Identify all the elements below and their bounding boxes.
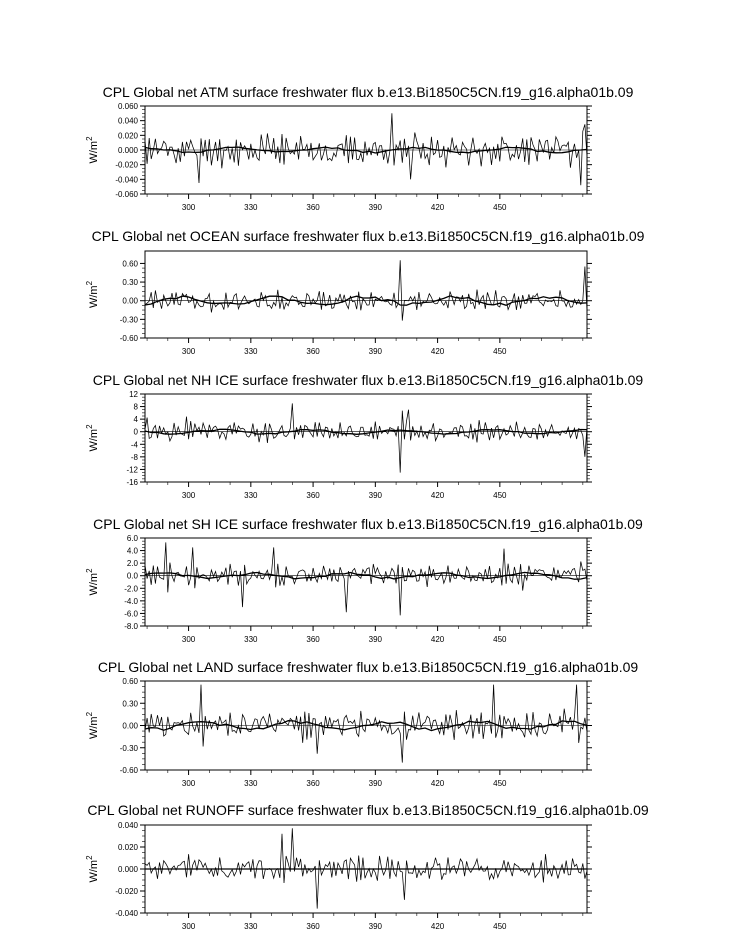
- x-tick-label: 450: [493, 922, 507, 931]
- y-tick-label: -4.0: [124, 596, 138, 606]
- x-tick-label: 390: [368, 779, 383, 788]
- x-tick-label: 360: [306, 635, 320, 644]
- x-tick-label: 300: [181, 347, 196, 356]
- x-tick-label: 300: [181, 491, 196, 500]
- y-tick-label: -6.0: [124, 609, 138, 619]
- chart-panel-3: [85, 372, 643, 500]
- y-tick-label: 0.040: [117, 821, 138, 830]
- y-tick-label: 12: [129, 390, 138, 399]
- y-tick-label: -8.0: [124, 622, 138, 631]
- x-tick-label: 330: [244, 635, 258, 644]
- x-tick-label: 360: [306, 491, 320, 500]
- x-tick-label: 330: [244, 203, 258, 212]
- y-tick-label: -8: [130, 452, 138, 462]
- x-tick-label: 360: [306, 779, 320, 788]
- x-tick-label: 420: [430, 635, 445, 644]
- x-tick-label: 390: [368, 922, 383, 931]
- x-tick-label: 330: [244, 491, 258, 500]
- y-tick-label: -0.040: [115, 909, 138, 918]
- y-tick-label: 0.040: [117, 116, 138, 126]
- x-tick-label: 420: [430, 491, 445, 500]
- y-tick-label: -0.060: [115, 190, 138, 199]
- x-tick-label: 450: [493, 347, 507, 356]
- y-tick-label: -2.0: [124, 584, 138, 594]
- chart-title: CPL Global net SH ICE surface freshwater flux b.e13.Bi1850C5CN.f19_g16.alpha01b.09: [93, 516, 643, 532]
- y-tick-label: 4: [133, 415, 138, 425]
- x-tick-label: 360: [306, 347, 320, 356]
- y-tick-label: -0.040: [115, 175, 138, 185]
- y-tick-label: 0.0: [126, 571, 138, 581]
- x-tick-label: 390: [368, 347, 383, 356]
- series-monthly-line: [145, 113, 587, 185]
- y-tick-label: -0.60: [119, 334, 138, 343]
- y-axis-label-superscript: 2: [85, 855, 94, 860]
- y-tick-label: 8: [133, 402, 138, 412]
- y-tick-label: -0.30: [119, 315, 138, 325]
- chart-title: CPL Global net ATM surface freshwater flux b.e13.Bi1850C5CN.f19_g16.alpha01b.09: [102, 84, 634, 100]
- x-tick-label: 330: [244, 779, 258, 788]
- y-tick-label: -0.60: [119, 766, 138, 775]
- x-tick-label: 420: [430, 203, 445, 212]
- series-monthly-line: [145, 403, 587, 472]
- chart-title: CPL Global net NH ICE surface freshwater flux b.e13.Bi1850C5CN.f19_g16.alpha01b.09: [92, 372, 644, 388]
- y-tick-label: 0.020: [117, 843, 138, 852]
- x-tick-label: 330: [244, 347, 258, 356]
- y-tick-label: 6.0: [126, 534, 138, 543]
- chart-panel-4: [85, 516, 643, 644]
- y-tick-label: 0.00: [122, 296, 138, 306]
- x-tick-label: 420: [430, 779, 445, 788]
- y-axis-label-superscript: 2: [85, 280, 94, 286]
- series-monthly-line: [145, 542, 587, 615]
- y-tick-label: 0.020: [117, 131, 138, 141]
- chart-panel-1: [85, 84, 634, 212]
- y-tick-label: 0: [133, 427, 138, 437]
- chart-panel-6: [85, 802, 649, 931]
- x-tick-label: 390: [368, 635, 383, 644]
- y-tick-label: 0.00: [122, 721, 138, 731]
- x-tick-label: 300: [181, 922, 196, 931]
- x-tick-label: 300: [181, 779, 196, 788]
- y-axis-label-superscript: 2: [85, 136, 94, 141]
- y-tick-label: -4: [130, 440, 138, 450]
- y-axis-label-superscript: 2: [85, 568, 94, 573]
- chart-panel-5: [85, 659, 638, 788]
- series-monthly-line: [145, 260, 587, 320]
- y-tick-label: 0.000: [117, 865, 138, 874]
- y-tick-label: 0.060: [117, 102, 138, 111]
- x-tick-label: 300: [181, 203, 196, 212]
- plot-frame: [145, 538, 587, 626]
- chart-title: CPL Global net LAND surface freshwater flux b.e13.Bi1850C5CN.f19_g16.alpha01b.09: [97, 659, 639, 675]
- x-tick-label: 360: [306, 203, 320, 212]
- y-axis-label-superscript: 2: [85, 711, 94, 717]
- y-tick-label: 4.0: [126, 546, 138, 556]
- y-tick-label: 0.30: [122, 699, 138, 709]
- x-tick-label: 390: [368, 203, 383, 212]
- y-axis-label: $W/m^2$: [85, 855, 100, 883]
- x-tick-label: 390: [368, 491, 383, 500]
- y-tick-label: 0.60: [122, 677, 138, 686]
- y-tick-label: -0.020: [115, 160, 138, 170]
- series-monthly-line: [145, 685, 587, 763]
- chart-title: CPL Global net RUNOFF surface freshwater flux b.e13.Bi1850C5CN.f19_g16.alpha01b.09: [87, 802, 649, 818]
- y-axis-label: $W/m^2$: [85, 136, 100, 164]
- plot-frame: [145, 251, 587, 338]
- chart-title: CPL Global net OCEAN surface freshwater flux b.e13.Bi1850C5CN.f19_g16.alpha01b.09: [91, 228, 645, 244]
- y-tick-label: 0.60: [122, 259, 138, 269]
- x-tick-label: 300: [181, 635, 196, 644]
- y-tick-label: 0.30: [122, 278, 138, 288]
- y-tick-label: -0.30: [119, 743, 138, 753]
- y-axis-label-superscript: 2: [85, 424, 94, 429]
- y-axis-label: $W/m^2$: [85, 280, 100, 309]
- x-tick-label: 330: [244, 922, 258, 931]
- x-tick-label: 420: [430, 347, 445, 356]
- y-axis-label: $W/m^2$: [85, 711, 100, 740]
- y-axis-label: $W/m^2$: [85, 568, 100, 596]
- x-tick-label: 450: [493, 491, 507, 500]
- y-tick-label: 2.0: [126, 559, 138, 569]
- x-tick-label: 450: [493, 779, 507, 788]
- x-tick-label: 450: [493, 203, 507, 212]
- chart-panel-2: [85, 228, 645, 356]
- x-tick-label: 420: [430, 922, 445, 931]
- x-tick-label: 360: [306, 922, 320, 931]
- y-tick-label: -16: [126, 478, 138, 487]
- y-axis-label: $W/m^2$: [85, 424, 100, 452]
- y-tick-label: 0.000: [117, 146, 138, 155]
- y-tick-label: -12: [126, 465, 138, 475]
- y-tick-label: -0.020: [115, 887, 138, 896]
- x-tick-label: 450: [493, 635, 507, 644]
